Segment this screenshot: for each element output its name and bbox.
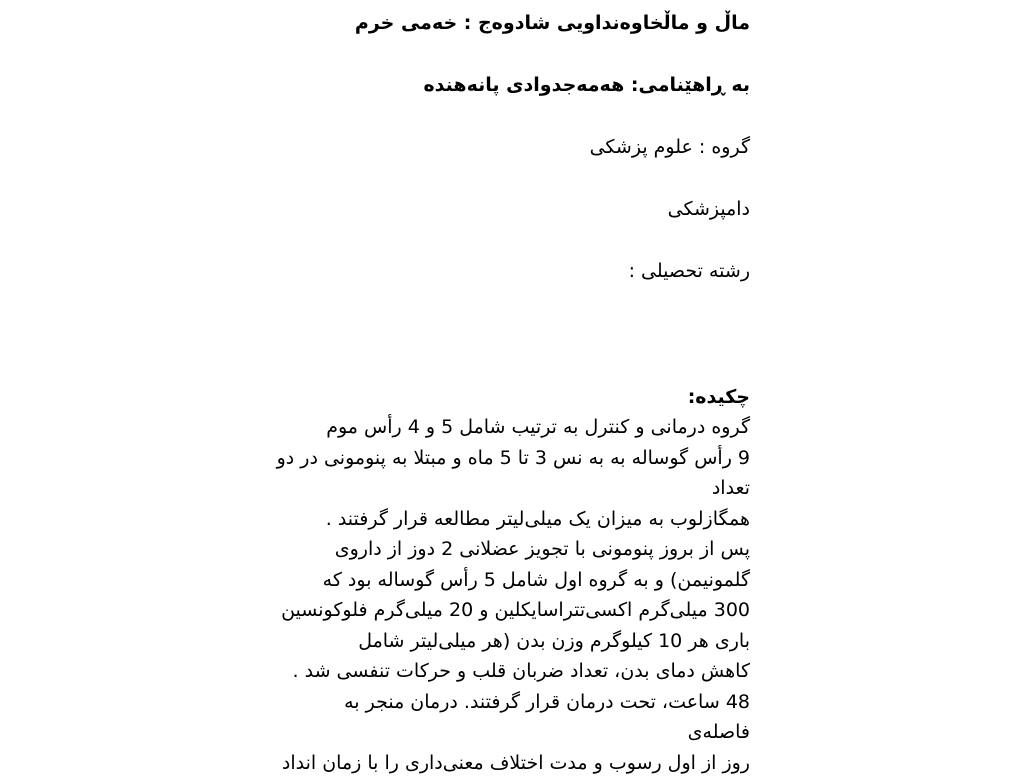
document-title: ماڵ و ماڵخاوەنداویی شادوەج : خەمی خرم <box>264 8 750 38</box>
abstract-line: 48 ساعت، تحت درمان قرار گرفتند. درمان منجر بە <box>264 687 750 718</box>
field-subject: دامپزشکی <box>264 194 750 224</box>
abstract-line: گروه درمانی و کنترل بە ترتیب شامل 5 و 4 رأس موم <box>264 412 750 443</box>
abstract-body <box>264 412 750 778</box>
spacer <box>264 224 750 256</box>
spacer <box>264 350 750 382</box>
abstract-line: گلمونیمن) و بە گروه اول شامل 5 رأس گوسالە بود کە <box>264 565 750 596</box>
document-page <box>264 8 750 778</box>
spacer <box>264 100 750 132</box>
document-author: بە ڕاهێنامی: هەمەجدوادی پانەهندە <box>264 70 750 100</box>
abstract-line: همگازلوب بە میزان یک میلی‌لیتر مطالعە قرار گرفتند . <box>264 504 750 535</box>
abstract-line: روز از اول رسوب و مدت اختلاف معنی‌داری را با زمان انداد <box>264 748 750 778</box>
abstract-line: 300 میلی‌گرم اکسی‌تتراسایکلین و 20 میلی‌گرم فلوکونسین <box>264 595 750 626</box>
abstract-line: کاهش دمای بدن، تعداد ضربان قلب و حرکات تنفسی شد . <box>264 656 750 687</box>
field-group: گروه : علوم پزشکی <box>264 132 750 162</box>
field-major: رشتە تحصیلی : <box>264 256 750 286</box>
abstract-line: 9 رأس گوسالە بە بە نس 3 تا 5 ماه و مبتلا بە پنومونی در دو <box>264 443 750 474</box>
abstract-line: باری هر 10 کیلوگرم وزن بدن (هر میلی‌لیتر شامل <box>264 626 750 657</box>
abstract-label: چکیدە: <box>264 382 750 412</box>
spacer <box>264 286 750 318</box>
spacer <box>264 38 750 70</box>
abstract-line: پس از بروز پنومونی با تجویز عضلانی 2 دوز از داروی <box>264 534 750 565</box>
abstract-line: فاصلەی <box>264 717 750 748</box>
spacer <box>264 318 750 350</box>
abstract-line: تعداد <box>264 473 750 504</box>
spacer <box>264 162 750 194</box>
